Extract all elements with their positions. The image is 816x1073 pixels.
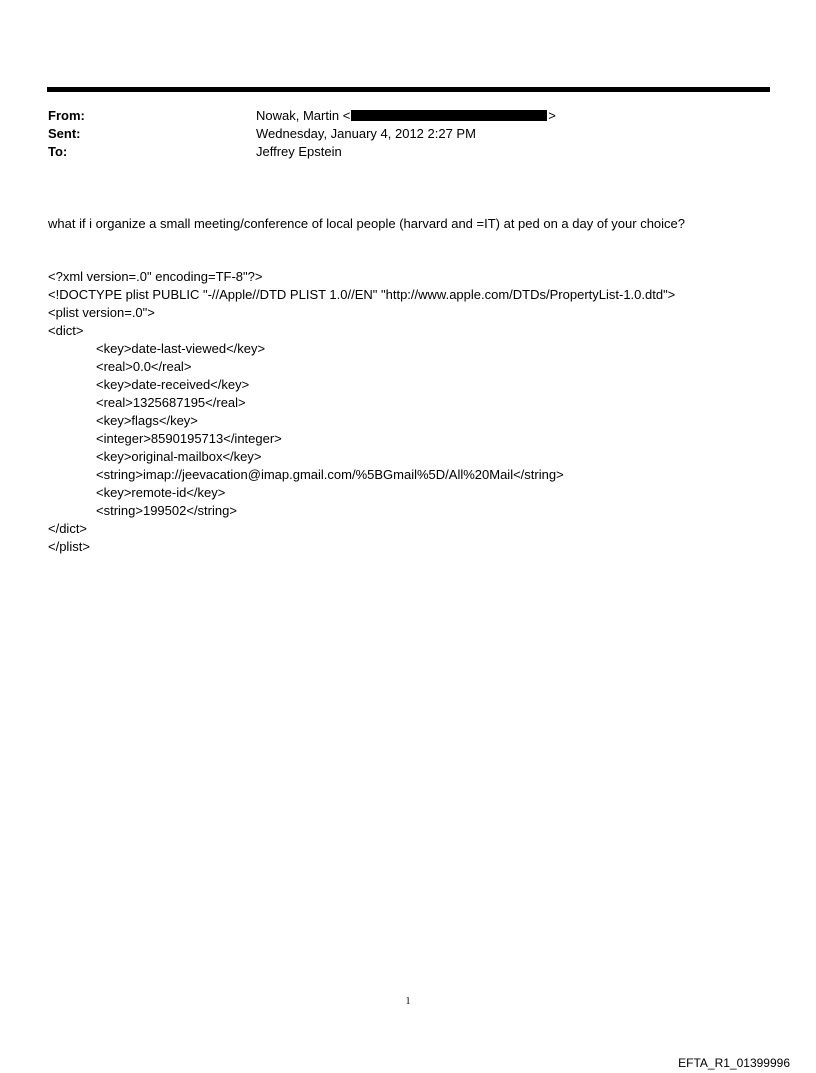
plist-line: </plist> [48, 539, 90, 554]
plist-line: <key>date-received</key> [96, 377, 250, 392]
plist-line: <integer>8590195713</integer> [96, 431, 282, 446]
to-label: To: [48, 144, 68, 159]
plist-line: <dict> [48, 323, 84, 338]
to-value: Jeffrey Epstein [256, 144, 342, 159]
plist-line: <?xml version=.0" encoding=TF-8"?> [48, 269, 263, 284]
plist-line: <string>199502</string> [96, 503, 237, 518]
message-body: what if i organize a small meeting/conference of local people (harvard and =IT) at ped on a day of your choice? [48, 216, 686, 231]
plist-block [48, 268, 675, 556]
header-rule [47, 87, 770, 92]
plist-line: <key>remote-id</key> [96, 485, 226, 500]
from-name: Nowak, Martin < [256, 108, 351, 123]
plist-line: <real>1325687195</real> [96, 395, 246, 410]
from-label: From: [48, 108, 85, 123]
plist-line: <plist version=.0"> [48, 305, 155, 320]
plist-line: <string>imap://jeevacation@imap.gmail.com/%5BGmail%5D/All%20Mail</string> [96, 467, 564, 482]
sent-value: Wednesday, January 4, 2012 2:27 PM [256, 126, 476, 141]
from-close: > [548, 108, 556, 123]
page-number: 1 [405, 996, 411, 1007]
plist-line: <key>date-last-viewed</key> [96, 341, 266, 356]
plist-line: <real>0.0</real> [96, 359, 192, 374]
plist-line: <key>flags</key> [96, 413, 198, 428]
redaction-bar [351, 110, 547, 121]
plist-line: <key>original-mailbox</key> [96, 449, 262, 464]
document-id: EFTA_R1_01399996 [678, 1056, 790, 1070]
plist-line: <!DOCTYPE plist PUBLIC "-//Apple//DTD PLIST 1.0//EN" "http://www.apple.com/DTDs/PropertyList-1.0.dtd"> [48, 287, 676, 302]
from-value [256, 107, 556, 125]
plist-line: </dict> [48, 521, 88, 536]
sent-label: Sent: [48, 126, 81, 141]
